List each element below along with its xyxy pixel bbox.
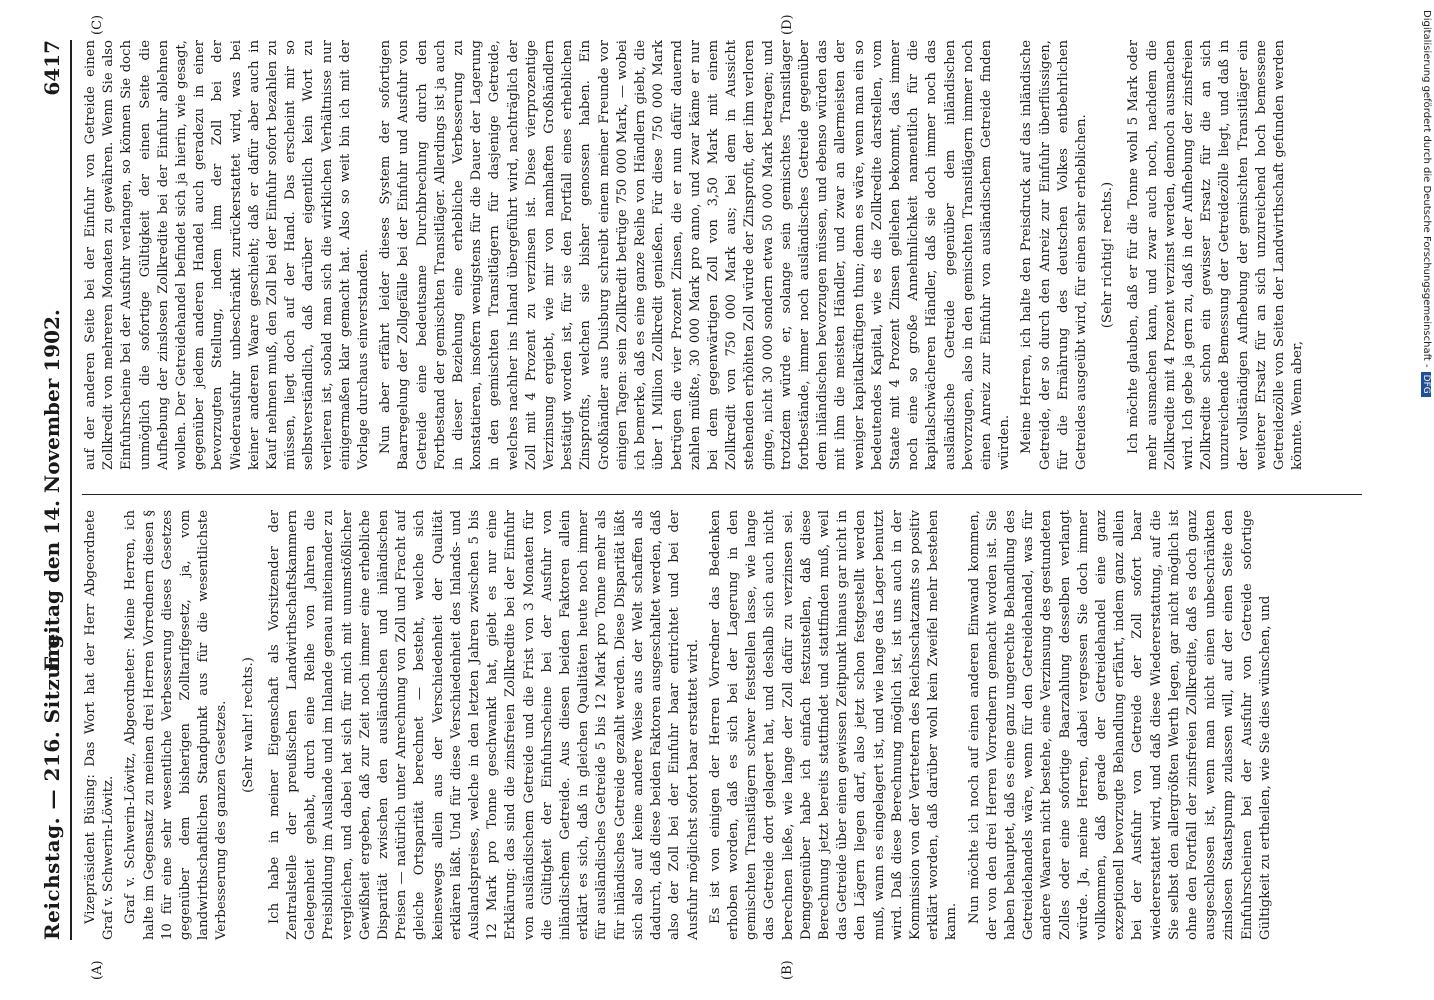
- interjection: (Sehr wahr! rechts.): [240, 657, 256, 793]
- column-divider: [82, 494, 1362, 495]
- header-date: Freitag den 14. November 1902.: [40, 309, 64, 671]
- digitization-text: Digitalisierung gefördert durch die Deutsche Forschungsgemeinschaft -: [1421, 10, 1432, 368]
- dfg-badge: DFG: [1421, 372, 1431, 397]
- margin-letter-a: (A): [90, 960, 105, 980]
- page-header: [30, 40, 72, 940]
- column-left: [82, 510, 1362, 940]
- interjection: (Sehr richtig! rechts.): [1100, 181, 1116, 329]
- page-number: 6417: [40, 40, 64, 96]
- paragraph: Meine Herren, ich halte den Preisdruck auf das inländische Getreide, der so durch den Anreiz zur Einfuhr überflüssigen, für die Ernährung des deutschen Volkes entbehrlichen Getreides ausgeübt wird, für einen sehr erheblichen.: [1019, 40, 1089, 470]
- margin-letter-c: (C): [90, 14, 105, 35]
- paragraph: Ich habe in meiner Eigenschaft als Vorsitzender der Zentralstelle der preußischen Landwirthschaftskammern Gelegenheit gehabt, durch eine Reihe von Jahren die Preisbildung im Auslande und im Inlande genau miteinander zu vergleichen, und dabei hat sich für mich mit unumstößlicher Gewißheit ergeben, daß zur Zeit noch immer eine erhebliche Disparität zwischen den ausländischen und inländischen Preisen — natürlich unter Anrechnung von Zoll und Fracht auf gleiche Ortsparität berechnet — besteht, welche sich keineswegs allein aus der Verschiedenheit der Qualität erklären läßt. Und für diese Verschiedenheit des Inlands- und Auslandspreises, welche in den letzten Jahren zwischen 5 bis 12 Mark pro Tonne geschwankt hat, giebt es nur eine Erklärung: das sind die zinsfreien Zollkredite bei der Einfuhr von ausländischem Getreide und die Frist von 3 Monaten für die Gültigkeit der Einfuhrscheine bei der Ausfuhr von inländischem Getreide. Aus diesen beiden Faktoren allein erklärt es sich, daß in gleichen Qualitäten heute noch immer für ausländisches Getreide 5 bis 12 Mark pro Tonne mehr als für inländisches Getreide gezahlt werden. Diese Disparität läßt sich also auf keine andere Weise aus der Welt schaffen als dadurch, daß diese beiden Faktoren ausgeschaltet werden, daß also der Zoll bei der Einfuhr baar entrichtet und bei der Ausfuhr möglichst sofort baar erstattet wird.: [266, 510, 701, 940]
- paragraph: Nun möchte ich noch auf einen anderen Einwand kommen, der von den drei Herren Vorrednern gemacht worden ist. Sie haben behauptet, daß es eine ganz ungerechte Behandlung des Getreidehandels wäre, wenn für den Getreidehandel, was für andere Waaren nicht bestehe, eine Verzinsung des gestundeten Zolles oder eine sofortige Baarzahlung desselben verlangt würde. Ja, meine Herren, dabei vergessen Sie doch immer vollkommen, daß gerade der Getreidehandel eine ganz exzeptionell bevorzugte Behandlung erfährt, indem ganz allein bei der Ausfuhr von Getreide der Zoll sofort baar wiedererstattet wird, und daß diese Wiedererstattung, auf die Sie selbst den allergrößten Werth legen, gar nicht möglich ist ohne den Fortfall der zinsfreien Zollkredite, daß es doch ganz ausgeschlossen ist, wenn man nicht einen unbeschränkten zinslosen Staatspump zulassen will, auf der einen Seite den Einfuhrscheinen bei der Ausfuhr von Getreide sofortige Gültigkeit zu ertheilen, wie Sie dies wünschen, und: [966, 510, 1273, 940]
- paragraph: Es ist von einigen der Herren Vorredner das Bedenken erhoben worden, daß es sich bei der Lagerung in den gemischten Transitlägern schwer feststellen lasse, wie lange das Getreide dort gelagert hat, und deshalb sich auch nicht berechnen ließe, wie lange der Zoll dafür zu verzinsen sei. Demgegenüber habe ich einfach festzustellen, daß diese Berechnung jetzt bereits stattfindet und stattfinden muß, weil das Getreide über einen gewissen Zeitpunkt hinaus gar nicht in den Lägern liegen darf, also jetzt schon festgestellt werden muß, wann es eingelagert ist, und wie lange das Lager benutzt wird. Daß diese Berechnung möglich ist, ist uns auch in der Kommission von der Vertretern des Reichsschatzamts so positiv erklärt worden, daß darüber wohl kein Zweifel mehr bestehen kann.: [707, 510, 960, 940]
- margin-letter-b: (B): [780, 960, 795, 980]
- margin-letter-d: (D): [780, 14, 795, 35]
- paragraph: Nun aber erfährt leider dieses System der sofortigen Baarregelung der Zollgefälle bei der Einfuhr und Ausfuhr von Getreide eine bedeutsame Durchbrechung durch den Fortbestand der gemischten Transitläger. Allerdings ist ja auch in dieser Beziehung eine erhebliche Verbesserung zu konstatieren, insofern wenigstens für die Dauer der Lagerung in den gemischten Transitlägern für dasjenige Getreide, welches nachher ins Inland übergeführt wird, nachträglich der Zoll mit 4 Prozent zu verzinsen ist. Diese vierprozentige Verzinsung ergiebt, wie mir von namhaften Großhändlern bestätigt worden ist, für sie den Fortfall eines erheblichen Zinsprofits, welchen sie bisher genossen haben. Ein Großhändler aus Duisburg schreibt einem meiner Freunde vor einigen Tagen: sein Zollkredit betrüge 750 000 Mark, — wobei ich bemerke, daß es eine ganze Reihe von Händlern giebt, die über 1 Million Zollkredit genießen. Für diese 750 000 Mark betrügen die vier Prozent Zinsen, die er nun dafür dauernd zahlen müßte, 30 000 Mark pro anno, und zwar käme er nur bei dem gegenwärtigen Zoll von 3,50 Mark mit einem Zollkredit von 750 000 Mark aus; bei dem in Aussicht stehenden erhöhten Zoll würde der Zinsprofit, der ihm verloren ginge, nicht 30 000 sondern etwa 50 000 Mark betragen; und trotzdem würde er, solange sein gemischtes Transitlager fortbestände, immer noch ausländisches Getreide gegenüber dem inländischen bevorzugen müssen, und ebenso würden das mit ihm die meisten Händler, und zwar an allermeisten der weniger kapitalkräftigen thun; denn es wäre, wenn man ein so bedeutendes Kapital, wie es die Zollkredite darstellen, vom Staate mit 4 Prozent Zinsen geliehen bekommt, das immer noch eine so große Annehmlichkeit namentlich für die kapitalschwächeren Händler, daß sie doch immer noch das ausländische Getreide gegenüber dem inländischen bevorzugen, also in den gemischten Transitlägern immer noch einen Anreiz zur Einfuhr von ausländischem Getreide finden würden.: [378, 40, 1013, 470]
- paragraph: Vizepräsident Büsing: Das Wort hat der Herr Abgeordnete Graf v. Schwerin-Löwitz.: [83, 510, 117, 940]
- column-right: [82, 40, 1362, 470]
- header-left: Reichstag. — 216. Sitzung.: [40, 626, 64, 940]
- digitization-note: [1420, 10, 1434, 990]
- paragraph: auf der anderen Seite bei der Einfuhr von Getreide einen Zollkredit von mehreren Monaten zu gewähren. Wenn Sie also Einfuhrscheine bei der Ausfuhr verlangen, so können Sie doch unmöglich die sofortige Gültigkeit der einen Seite die Aufhebung der zinslosen Zollkredite bei der Einfuhr ablehnen wollen. Der Getreidehandel befindet sich ja hierin, wie gesagt, gegenüber jedem anderen Handel auch geradezu in einer bevorzugten Stellung, indem ihm der Zoll bei der Wiederausfuhr unbeschränkt zurückerstattet wird, was bei keiner anderen Waare geschieht; daß er dafür aber auch in Kauf nehmen muß, den Zoll bei der Einfuhr sofort bezahlen zu müssen, liegt doch auf der Hand. Das erscheint mir so selbstverständlich, daß darüber eigentlich kein Wort zu verlieren ist, sobald man sich die wirklichen Verhältnisse nur einigermaßen klar gemacht hat. Also so weit bin ich mit der Vorlage durchaus einverstanden.: [83, 40, 372, 470]
- paragraph: Ich möchte glauben, daß er für die Tonne wohl 5 Mark oder mehr ausmachen kann, und zwar auch noch, nachdem die Zollkredite mit 4 Prozent verzinst werden, dennoch ausmachen wird. Ich gebe ja gern zu, daß in der Aufhebung der zinsfreien Zollkredite schon ein gewisser Ersatz für die an sich unzureichende Bemessung der Getreidezölle liegt, und daß in der vollständigen Aufhebung der gemischten Transitläger ein weiterer Ersatz für an sich unzureichend hoch bemessene Getreidezölle von Seiten der Landwirthschaft gefunden werden könnte. Wenn aber,: [1126, 40, 1306, 470]
- paragraph: Graf v. Schwerin-Löwitz, Abgeordneter: Meine Herren, ich halte im Gegensatz zu meinen drei Herren Vorrednern diesen § 10 für eine sehr wesentliche Verbesserung dieses Gesetzes gegenüber dem bisherigen Zolltarifgesetz, ja, vom landwirthschaftlichen Standpunkt aus für die wesentlichste Verbesserung des ganzen Gesetzes.: [123, 510, 230, 940]
